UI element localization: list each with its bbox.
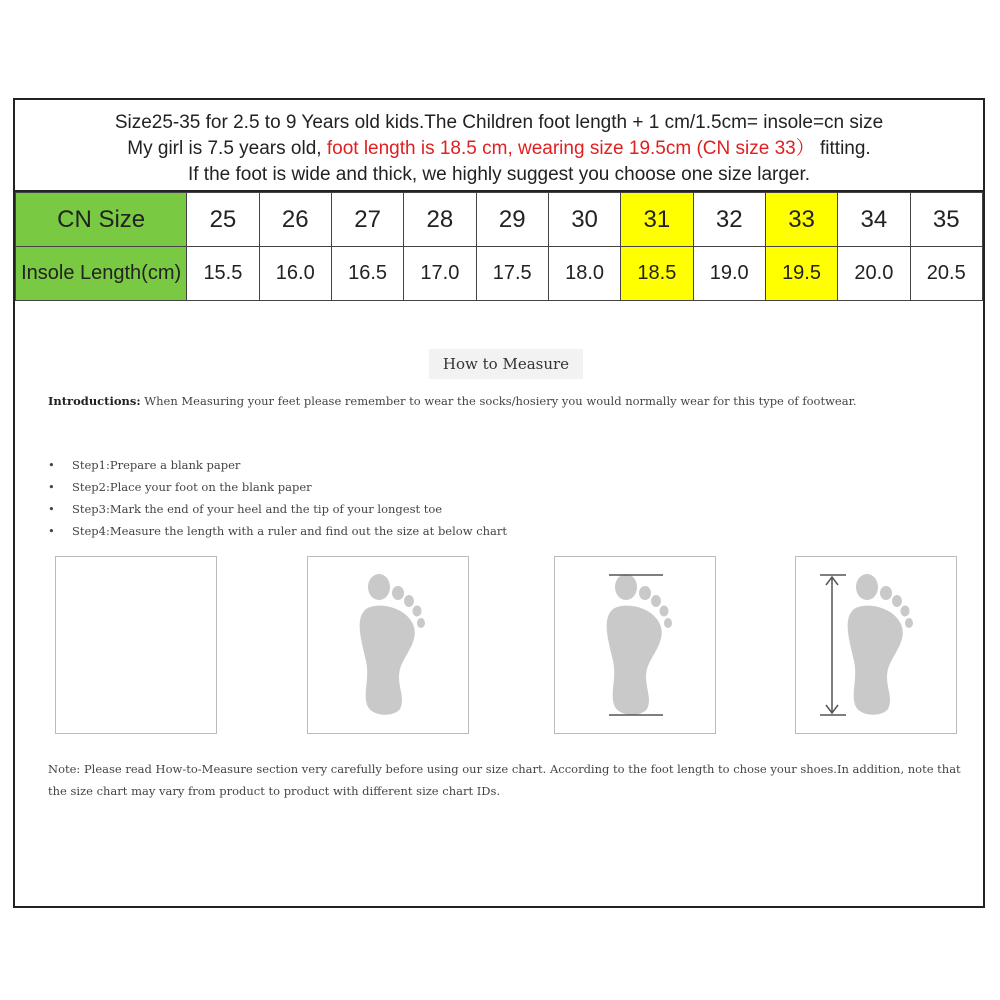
size-chart-note: Note: Please read How-to-Measure section very carefully before using our size chart. According to the foot length to chose your shoes.In addition, note that the size chart may vary from product to product with different size chart IDs. xyxy=(48,762,961,798)
insole-length-header: Insole Length(cm) xyxy=(16,247,187,301)
list-item xyxy=(48,454,507,476)
marked-footprint-icon xyxy=(555,557,717,735)
intro-line-3: If the foot is wide and thick, we highly suggest you choose one size larger. xyxy=(187,164,811,185)
measure-with-ruler-illustration xyxy=(795,556,957,734)
ruler-footprint-icon xyxy=(796,557,958,735)
list-item xyxy=(48,520,507,542)
step-text: Step3:Mark the end of your heel and the tip of your longest toe xyxy=(72,502,443,516)
how-to-measure-title: How to Measure xyxy=(429,349,583,379)
size-cell: 29 xyxy=(476,193,548,247)
intro-text xyxy=(15,100,983,192)
bullet: • xyxy=(48,458,55,472)
size-cell-highlighted: 31 xyxy=(621,193,693,247)
intro-line-2-start: My girl is 7.5 years old, xyxy=(127,138,322,159)
intro-line-2-highlight: foot length is 18.5 cm, wearing size 19.5cm (CN size 33） xyxy=(326,138,815,159)
insole-cell-highlighted: 19.5 xyxy=(765,247,837,301)
blank-paper-illustration xyxy=(55,556,217,734)
size-cell-highlighted: 33 xyxy=(765,193,837,247)
bullet: • xyxy=(48,502,55,516)
measure-steps xyxy=(48,454,507,542)
insole-cell: 16.0 xyxy=(259,247,331,301)
size-table xyxy=(15,192,983,301)
size-cell: 30 xyxy=(548,193,620,247)
footprint-icon xyxy=(308,557,470,735)
introduction-text: When Measuring your feet please remember to wear the socks/hosiery you would normally wear for this type of footwear. xyxy=(144,394,857,408)
insole-length-row xyxy=(16,247,983,301)
introduction-label: Introductions: xyxy=(48,394,141,408)
list-item xyxy=(48,476,507,498)
insole-cell: 19.0 xyxy=(693,247,765,301)
insole-cell: 17.0 xyxy=(404,247,476,301)
insole-cell: 17.5 xyxy=(476,247,548,301)
size-cell: 32 xyxy=(693,193,765,247)
size-chart-frame xyxy=(13,98,985,908)
size-cell: 34 xyxy=(838,193,910,247)
intro-line-2 xyxy=(15,136,983,162)
size-cell: 26 xyxy=(259,193,331,247)
cn-size-header: CN Size xyxy=(16,193,187,247)
measure-introduction xyxy=(48,390,948,412)
insole-cell: 18.0 xyxy=(548,247,620,301)
insole-cell: 16.5 xyxy=(331,247,403,301)
step-text: Step4:Measure the length with a ruler and find out the size at below chart xyxy=(72,524,508,538)
size-cell: 25 xyxy=(187,193,259,247)
step-text: Step1:Prepare a blank paper xyxy=(72,458,241,472)
size-cell: 28 xyxy=(404,193,476,247)
intro-line-2-end: fitting. xyxy=(820,138,871,159)
size-cell: 35 xyxy=(910,193,982,247)
bullet: • xyxy=(48,480,55,494)
bullet: • xyxy=(48,524,55,538)
insole-cell: 20.5 xyxy=(910,247,982,301)
marked-foot-illustration xyxy=(554,556,716,734)
step-text: Step2:Place your foot on the blank paper xyxy=(72,480,312,494)
insole-cell: 20.0 xyxy=(838,247,910,301)
size-cell: 27 xyxy=(331,193,403,247)
insole-cell: 15.5 xyxy=(187,247,259,301)
insole-cell-highlighted: 18.5 xyxy=(621,247,693,301)
intro-line-1: Size25-35 for 2.5 to 9 Years old kids.The Children foot length + 1 cm/1.5cm= insole=cn size xyxy=(114,112,884,133)
cn-size-row xyxy=(16,193,983,247)
list-item xyxy=(48,498,507,520)
foot-on-paper-illustration xyxy=(307,556,469,734)
